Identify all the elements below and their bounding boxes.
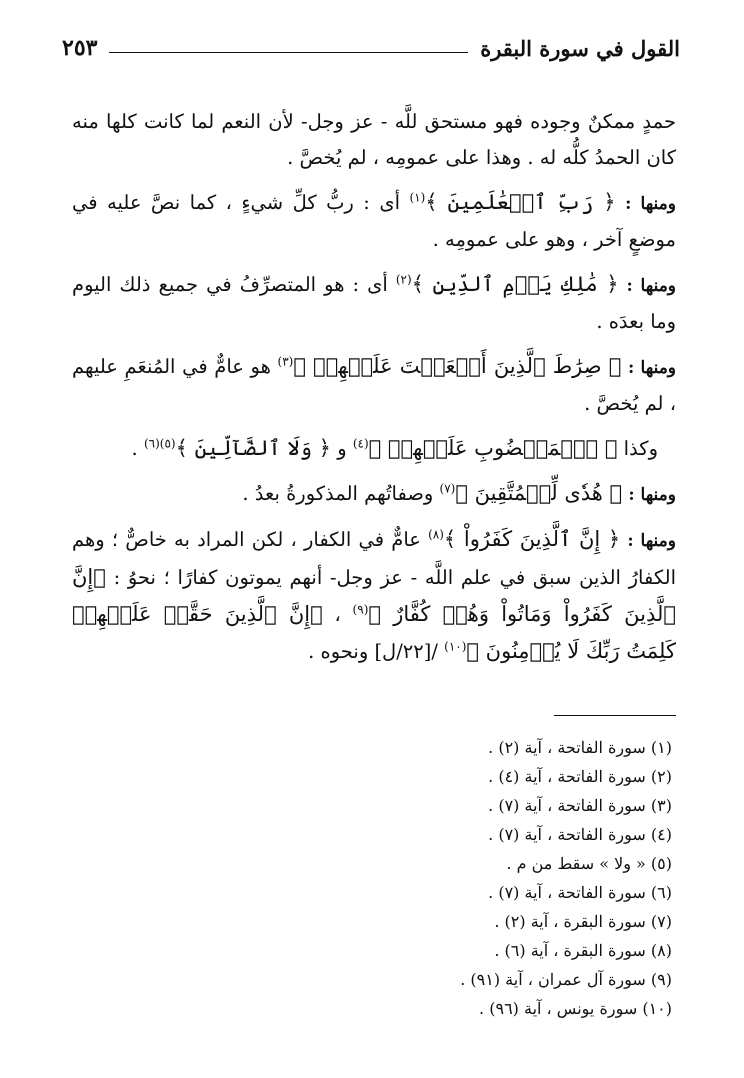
paragraph-prefix: وكذا: [623, 437, 658, 460]
paragraph-end: .: [131, 437, 138, 460]
quran-verse: ﴿ وَلَا ٱلضَّآلِّينَ ﴾: [175, 436, 331, 460]
paragraph-4: [72, 348, 676, 422]
footnote-ref: (١): [409, 190, 426, 205]
paragraph-text: عامٌّ في الكفار ، لكن المراد به خاصٌّ ؛ وهم الكفارُ الذين سبق في علم اللَّه - عز وجل- أنهم يموتون كفارًا ؛ نحوُ :: [72, 528, 676, 589]
footnote-ref: (٤): [352, 436, 369, 451]
footnote-ref: (٨): [428, 527, 444, 542]
paragraph-3: [72, 266, 676, 340]
paragraph-lead: ومنها :: [625, 194, 676, 214]
paragraph-5: [72, 430, 676, 467]
quran-verse: ﴿ صِرَٰطَ ٱلَّذِينَ أَنۡعَمۡتَ عَلَيۡهِمۡ ﴾: [293, 354, 622, 378]
footnote-item: (٤) سورة الفاتحة ، آية (٧) .: [488, 825, 672, 844]
conjunction: و: [337, 437, 347, 460]
quran-verse: ﴿ مَٰلِكِ يَوۡمِ ٱلدِّينِ ﴾: [411, 272, 619, 296]
footnote-ref: (٩): [352, 602, 369, 617]
footnotes: [140, 733, 672, 1023]
paragraph-text: هو عامٌّ في المُنعَمِ عليهم ، لم يُخصَّ .: [72, 355, 676, 415]
paragraph-7: [72, 521, 676, 670]
footnote-item: (٧) سورة البقرة ، آية (٢) .: [494, 912, 672, 931]
footnote-ref: (١٠): [444, 639, 467, 654]
page-number: ٢٥٣: [62, 35, 98, 61]
paragraph-text: أى : ربُّ كلِّ شيءٍ ، كما نصَّ عليه في موضعٍ آخر ، وهو على عمومِه .: [72, 191, 676, 251]
footnote-ref: (٣): [277, 354, 294, 369]
footnote-item: (٢) سورة الفاتحة ، آية (٤) .: [488, 767, 672, 786]
footnote-item: (١٠) سورة يونس ، آية (٩٦) .: [479, 999, 672, 1018]
quran-verse: ﴿إِنَّ ٱلَّذِينَ كَفَرُواْ وَمَاتُواْ وَهُمۡ كُفَّارٌ ﴾: [72, 565, 676, 626]
footnote-item: (٥) « ولا » سقط من م .: [506, 854, 672, 873]
paragraph-lead: ومنها :: [626, 276, 677, 296]
quran-verse: ﴿ إِنَّ ٱلَّذِينَ كَفَرُواْ ﴾: [443, 527, 621, 551]
paragraph-text: أى : هو المتصرِّفُ في جميع ذلك اليوم وما بعدَه .: [72, 273, 676, 333]
quran-verse: ﴿إِنَّ ٱلَّذِينَ حَقَّتۡ عَلَيۡهِمۡ كَلِمَتُ رَبِّكَ لَا يُؤۡمِنُونَ ﴾: [72, 602, 676, 663]
footnote-item: (٣) سورة الفاتحة ، آية (٧) .: [488, 796, 672, 815]
paragraph-lead: ومنها :: [627, 531, 676, 551]
paragraph-2: [72, 184, 676, 258]
footnote-item: (١) سورة الفاتحة ، آية (٢) .: [488, 738, 672, 757]
footnote-item: (٦) سورة الفاتحة ، آية (٧) .: [488, 883, 672, 902]
footnote-ref: (٥)(٦): [143, 436, 176, 451]
footnote-ref: (٢): [395, 272, 412, 287]
paragraph-text: /[٢٢/ل] ونحوه .: [308, 640, 438, 663]
footnote-item: (٩) سورة آل عمران ، آية (٩١) .: [460, 970, 672, 989]
quran-verse: ﴿ هُدٗى لِّلۡمُتَّقِينَ ﴾: [455, 481, 623, 505]
paragraph-lead: ومنها :: [627, 358, 677, 378]
separator: ،: [334, 603, 341, 626]
quran-verse: ﴿ رَبِّ ٱلۡعَٰلَمِينَ ﴾: [425, 190, 616, 214]
footnote-item: (٨) سورة البقرة ، آية (٦) .: [494, 941, 672, 960]
paragraph-6: [72, 475, 676, 513]
footnote-ref: (٧): [439, 481, 456, 496]
running-title: القول في سورة البقرة: [480, 35, 680, 61]
main-text: [72, 104, 676, 678]
header-rule: [109, 52, 468, 53]
paragraph-1: حمدٍ ممكنٌ وجوده فهو مستحق للَّه - عز وجل- لأن النعم لما كانت كلها منه كان الحمدُ كلُّه له . وهذا على عمومِه ، لم يُخصَّ .: [72, 110, 676, 169]
page-header: [62, 30, 680, 66]
paragraph-text: وصفاتُهم المذكورةُ بعدُ .: [242, 482, 434, 505]
quran-verse: ﴿ ٱلۡمَغۡضُوبِ عَلَيۡهِمۡ ﴾: [368, 436, 618, 460]
footnote-rule: [554, 715, 676, 716]
paragraph-lead: ومنها :: [628, 485, 676, 505]
